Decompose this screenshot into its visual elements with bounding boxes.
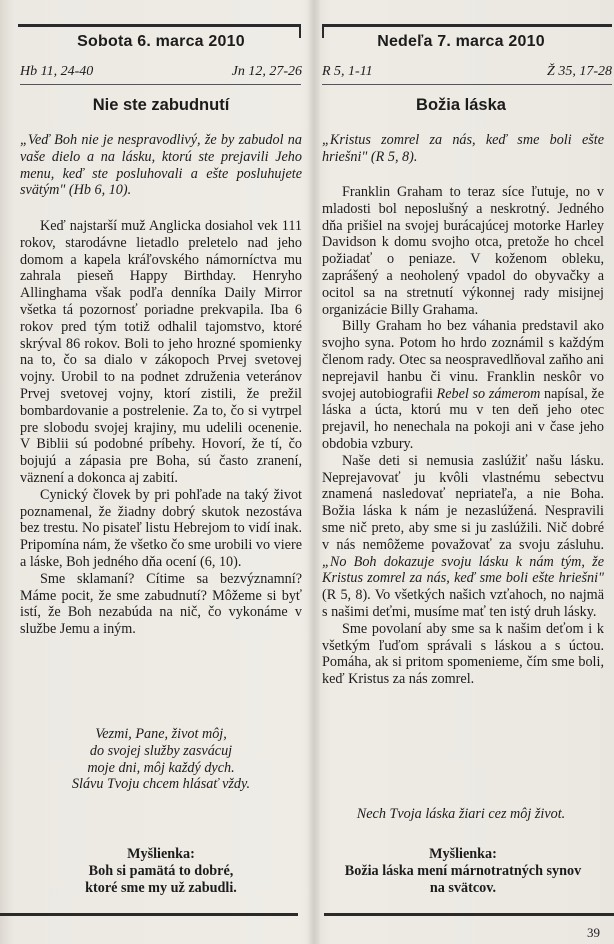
devotion-body	[322, 184, 604, 688]
thought-label: Myšlienka:	[127, 846, 195, 862]
psalm-ref: Ž 35, 17-28	[547, 64, 612, 79]
thought-line: Božia láska mení márnotratných synov	[344, 863, 582, 879]
thought-line: ktoré sme my už zabudli.	[85, 880, 237, 896]
scripture-refs	[322, 64, 612, 80]
reading-ref: R 5, 1-11	[322, 64, 373, 79]
verse-line: Vezmi, Pane, život môj,	[95, 726, 227, 742]
top-rule	[18, 24, 301, 27]
thought-line: Boh si pamätá to dobré,	[88, 863, 234, 879]
prayer-verse	[20, 726, 302, 793]
inline-quote: „No Boh dokazuje svoju lásku k nám tým, že Kristus zomrel za nás, keď sme boli ešte hriešni"	[322, 553, 604, 587]
right-column	[322, 0, 612, 944]
refs-rule	[322, 84, 612, 85]
paragraph-text: Billy Graham ho bez váhania predstavil ako svojho syna. Potom ho hrdo zoznámil s každým členom rady. Otec sa neospravedlňoval zaňho ani neprejavil hanbu či vinu. Franklin neskôr vo svojej autobiografii	[322, 318, 604, 402]
verse-line: Slávu Tvoju chcem hlásať vždy.	[71, 776, 251, 793]
page-number: 39	[587, 925, 600, 940]
closing-prayer: Nech Tvoja láska žiari cez môj život.	[356, 806, 566, 822]
paragraph	[322, 453, 604, 621]
paragraph: Sme povolaní aby sme sa k našim deťom i k všetkým ľuďom správali s láskou a s úctou. Pomáha, ak si pritom spomenieme, čím sme boli, keď Kristus za nás zomrel.	[322, 620, 604, 688]
thought-box	[322, 846, 604, 897]
bottom-rule	[324, 913, 614, 916]
paragraph: Cynický človek by pri pohľade na taký život poznamenal, že žiadny dobrý skutok nezostáva bez trestu. No pisateľ listu Hebrejom to vidí inak. Pripomína nám, že všetko čo sme urobili vo viere a láske, Boh jedného dňa ocení (6, 10).	[20, 486, 302, 570]
paragraph-text: (R 5, 8). Vo všetkých našich vzťahoch, no najmä s našimi deťmi, musíme mať ten istý druh lásky.	[322, 587, 604, 620]
left-column	[20, 0, 302, 944]
key-verse: „Kristus zomrel za nás, keď sme boli ešte hriešni" (R 5, 8).	[322, 132, 604, 165]
devotion-body	[20, 218, 302, 638]
scripture-refs	[20, 64, 302, 80]
top-rule	[322, 24, 612, 27]
paragraph-text: Naše deti si nemusia zaslúžiť našu lásku. Neprejavovať ju kvôli vlastnému sebectvu znamená nasledovať nepriateľa, a nie Boha. Božia láska k nám je nezaslúžená. Nespravili sme nič preto, aby sme si ju zaslúžili. Nič dobré v nás nemôžeme považovať za svoju zásluhu.	[322, 452, 604, 553]
devotion-title: Božia láska	[416, 96, 506, 114]
verse-line: moje dni, môj každý dych.	[87, 759, 235, 776]
refs-rule	[20, 84, 301, 85]
key-verse: „Veď Boh nie je nespravodlivý, že by zabudol na vaše dielo a na lásku, ktorú ste prejavili Jeho menu, keď ste posluhovali a ešte posluhujete svätým" (Hb 6, 10).	[20, 132, 302, 199]
reading-ref: Hb 11, 24-40	[20, 64, 94, 79]
page-gutter	[307, 0, 321, 944]
date-heading: Nedeľa 7. marca 2010	[377, 33, 545, 50]
paragraph: Franklin Graham to teraz síce ľutuje, no v mladosti bol neposlušný a neskrotný. Jedného dňa prišiel na svojej burácajúcej motorke Harley Davidson k domu svojho otca, pretože ho chcel požiadať o peniaze. V koženom obleku, zaprášený a neoholený vpadol do obyvačky a ocitol sa na stretnutí výkonnej rady misijnej organizácie Billy Grahama.	[322, 184, 604, 318]
paragraph: Keď najstarší muž Anglicka dosiahol vek 111 rokov, starodávne lietadlo preletelo nad jeho domom a kapela kráľovského námorníctva mu zahrala pieseň Happy Birthday. Henryho Allinghama však podľa denníka Daily Mirror všetka tá pozornosť poriadne prekvapila. Iba 6 rokov pred tým totiž odhalil tajomstvo, ktoré skrýval 86 rokov. Boli to jeho hrozné spomienky na to, čo sa dialo v zákopoch Prvej svetovej vojny. Urobil to na podnet združenia veteránov Prvej svetovej vojny, ktorí zistili, že prežil bombardovanie a postrelenie. Za to, čo si vytrpel pre slobodu svojej krajiny, mu udelili ocenenie. V Biblii sú podobné príbehy. Hovorí, že tí, čo bojujú a zápasia pre Boha, sú často zranení, väznení a dokonca aj zabití.	[20, 218, 302, 486]
thought-label: Myšlienka:	[429, 846, 497, 862]
date-heading: Sobota 6. marca 2010	[77, 33, 245, 50]
verse-line: do svojej služby zasvácuj	[89, 742, 233, 759]
psalm-ref: Jn 12, 27-26	[231, 64, 302, 79]
thought-box	[20, 846, 302, 897]
thought-line: na svätcov.	[429, 880, 497, 896]
devotion-title: Nie ste zabudnutí	[92, 96, 230, 114]
paragraph-text: napísal, že láska a úcta, ktorú mu v ten deň jeho otec prejavil, ho nenechala na pokoji ani v čase jeho obdobia vzbury.	[322, 385, 605, 452]
book-title: Rebel so zámerom	[436, 385, 541, 402]
paragraph	[322, 318, 604, 452]
bottom-rule	[0, 913, 298, 916]
paragraph: Sme sklamaní? Cítime sa bezvýznamní? Máme pocit, že sme zabudnutí? Môžeme si byť istí, že Boh nezabúda na nič, čo vykonáme v službe Jemu a iným.	[20, 570, 302, 638]
